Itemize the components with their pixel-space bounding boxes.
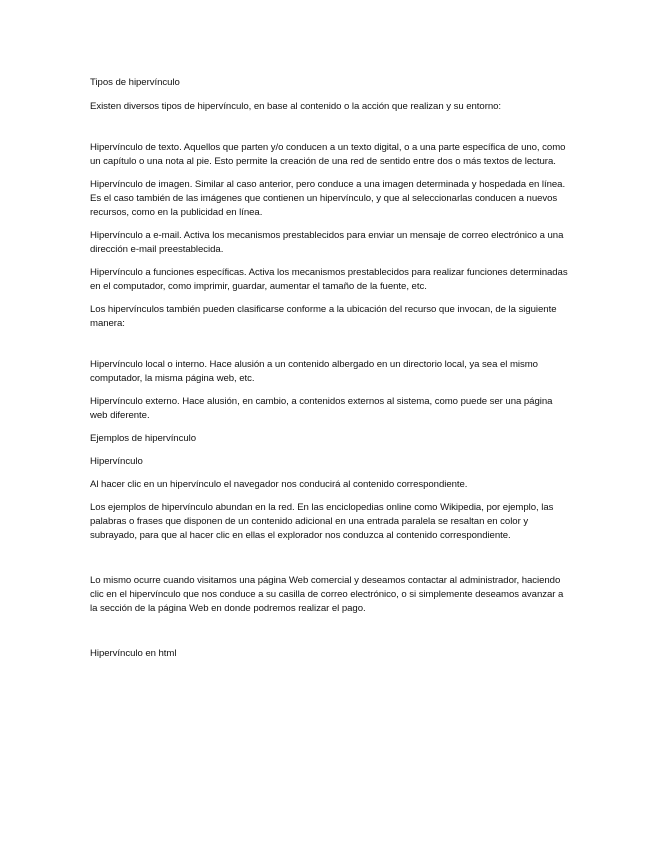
text-hyperlink-paragraph: Hipervínculo de texto. Aquellos que parten y/o conducen a un texto digital, o a una parte específica de uno, como un capítulo o una nota al pie. Esto permite la creación de una red de sentido entre dos o más textos de lectura. [90,142,566,167]
document-title: Tipos de hipervínculo [90,77,180,88]
document-content [90,76,572,670]
blank-line-space [90,340,572,358]
intro-paragraph: Existen diversos tipos de hipervínculo, en base al contenido o la acción que realizan y su entorno: [90,101,502,112]
blank-line-space [90,552,572,574]
hyperlink-subheading: Hipervínculo [90,456,143,467]
location-classification-paragraph: Los hipervínculos también pueden clasificarse conforme a la ubicación del recurso que invocan, de la siguiente manera: [90,304,557,329]
local-hyperlink-paragraph: Hipervínculo local o interno. Hace alusión a un contenido albergado en un directorio local, ya sea el mismo computador, la misma página web, etc. [90,359,538,384]
blank-line-space [90,123,572,141]
wikipedia-example-paragraph: Los ejemplos de hipervínculo abundan en la red. En las enciclopedias online como Wikipedia, por ejemplo, las palabras o frases que disponen de un contenido adicional en una entrada paralela se resaltan en color y subrayado, para que al hacer clic en ellas el explorador nos conduzca al contenido correspondiente. [90,502,554,541]
external-hyperlink-paragraph: Hipervínculo externo. Hace alusión, en cambio, a contenidos externos al sistema, como puede ser una página web diferente. [90,396,553,421]
html-hyperlink-heading: Hipervínculo en html [90,648,177,659]
function-hyperlink-paragraph: Hipervínculo a funciones específicas. Activa los mecanismos prestablecidos para realizar funciones determinadas en el computador, como imprimir, guardar, aumentar el tamaño de la fuente, etc. [90,267,568,292]
blank-line-space [90,625,572,647]
examples-heading: Ejemplos de hipervínculo [90,433,196,444]
commercial-site-paragraph: Lo mismo ocurre cuando visitamos una página Web comercial y deseamos contactar al administrador, haciendo clic en el hipervínculo que nos conduce a su casilla de correo electrónico, o si simplemente deseamos avanzar a la sección de la página Web en donde podremos realizar el pago. [90,575,564,614]
browser-click-paragraph: Al hacer clic en un hipervínculo el navegador nos conducirá al contenido correspondiente. [90,479,468,490]
image-hyperlink-paragraph: Hipervínculo de imagen. Similar al caso anterior, pero conduce a una imagen determinada y hospedada en línea. Es el caso también de las imágenes que contienen un hipervínculo, y que al seleccionarlas conducen a nuevos recursos, como en la publicidad en línea. [90,179,566,218]
email-hyperlink-paragraph: Hipervínculo a e-mail. Activa los mecanismos prestablecidos para enviar un mensaje de correo electrónico a una dirección e-mail preestablecida. [90,230,564,255]
